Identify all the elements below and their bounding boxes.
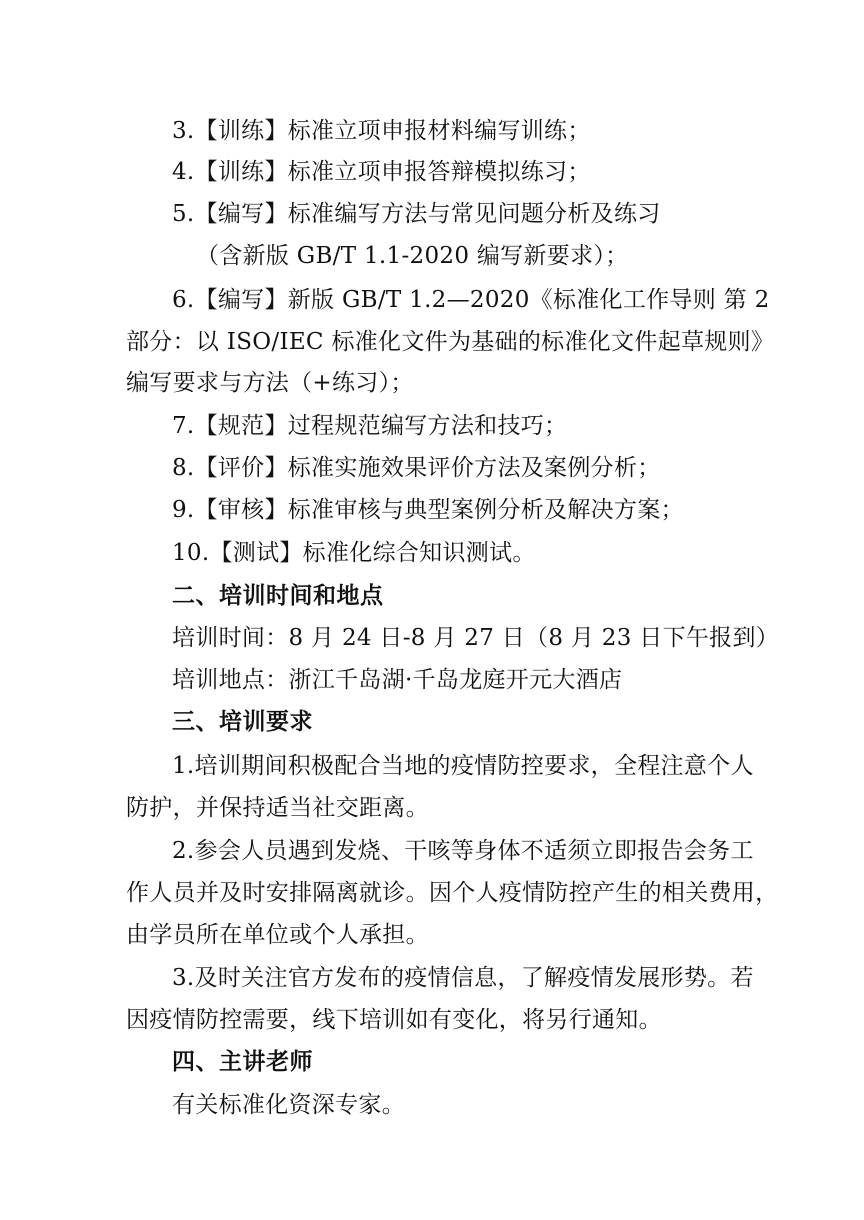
requirement-2-line2: 作人员并及时安排隔离就诊。因个人疫情防控产生的相关费用， xyxy=(126,880,779,906)
requirement-3-line1: 3.及时关注官方发布的疫情信息，了解疫情发展形势。若 xyxy=(172,965,754,991)
requirement-2-line1: 2.参会人员遇到发烧、干咳等身体不适须立即报告会务工 xyxy=(172,838,754,864)
list-item-8: 8.【评价】标准实施效果评价方法及案例分析； xyxy=(172,455,661,481)
list-item-4: 4.【训练】标准立项申报答辩模拟练习； xyxy=(172,159,591,185)
list-item-5-line2: （含新版 GB/T 1.1-2020 编写新要求）； xyxy=(196,243,629,269)
training-place: 培训地点：浙江千岛湖·千岛龙庭开元大酒店 xyxy=(172,667,623,693)
list-item-3: 3.【训练】标准立项申报材料编写训练； xyxy=(172,118,591,144)
list-item-6-line3: 编写要求与方法（+练习）； xyxy=(126,370,414,396)
requirement-1-line1: 1.培训期间积极配合当地的疫情防控要求，全程注意个人 xyxy=(172,753,754,779)
training-time: 培训时间：8 月 24 日-8 月 27 日（8 月 23 日下午报到） xyxy=(172,625,780,651)
requirement-3-line2: 因疫情防控需要，线下培训如有变化，将另行通知。 xyxy=(126,1007,662,1033)
list-item-7: 7.【规范】过程规范编写方法和技巧； xyxy=(172,413,568,439)
requirement-2-line3: 由学员所在单位或个人承担。 xyxy=(126,922,429,948)
list-item-6-line2: 部分：以 ISO/IEC 标准化文件为基础的标准化文件起草规则》 xyxy=(126,329,775,355)
lecturer-description: 有关标准化资深专家。 xyxy=(172,1092,405,1118)
list-item-6-line1: 6.【编写】新版 GB/T 1.2—2020《标准化工作导则 第 2 xyxy=(172,287,770,313)
list-item-5-line1: 5.【编写】标准编写方法与常见问题分析及练习 xyxy=(172,201,661,227)
list-item-10: 10.【测试】标准化综合知识测试。 xyxy=(172,540,536,566)
section-heading-requirements: 三、培训要求 xyxy=(172,709,313,735)
section-heading-lecturer: 四、主讲老师 xyxy=(172,1049,313,1075)
list-item-9: 9.【审核】标准审核与典型案例分析及解决方案； xyxy=(172,497,684,523)
section-heading-time-place: 二、培训时间和地点 xyxy=(172,583,384,609)
requirement-1-line2: 防护，并保持适当社交距离。 xyxy=(126,795,429,821)
